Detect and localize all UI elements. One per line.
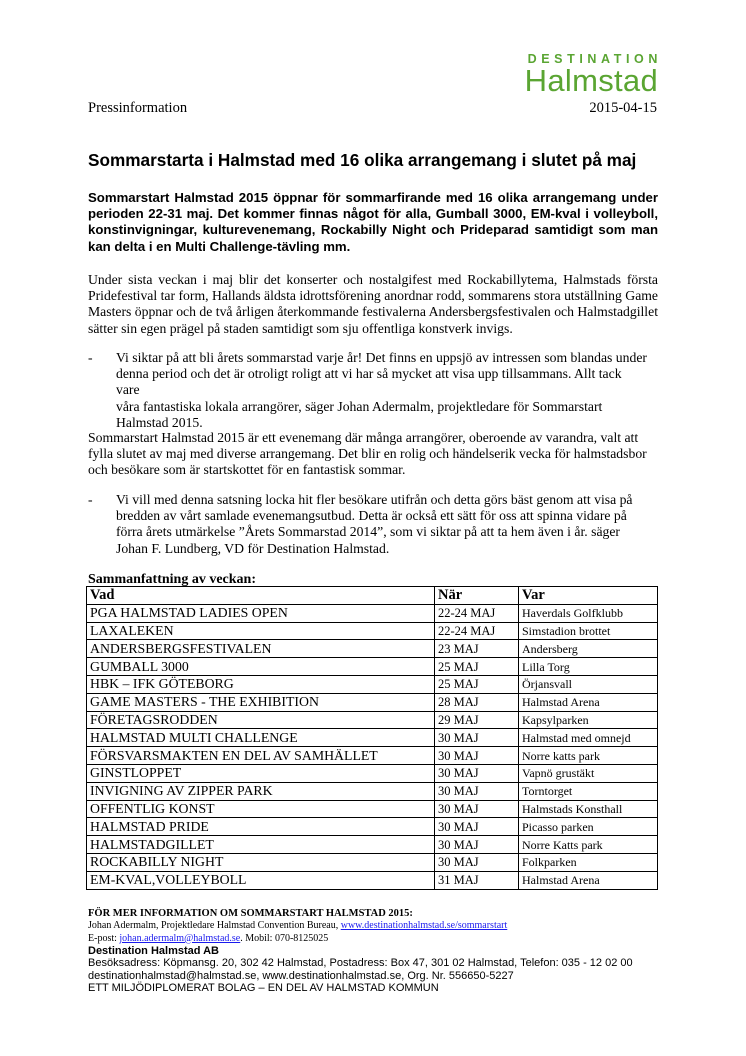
paragraph-line: Sommarstart Halmstad 2015 är ett evenemang där många arrangörer, oberoende av varandra, valt att	[88, 430, 639, 445]
event-name-cell: ROCKABILLY NIGHT	[87, 853, 435, 871]
event-name-cell: INVIGNING AV ZIPPER PARK	[87, 782, 435, 800]
table-row	[87, 853, 658, 871]
quote-line: våra fantastiska lokala arrangörer, säger Johan Adermalm, projektledare för Sommarstart	[116, 398, 603, 414]
event-name-cell: HALMSTAD PRIDE	[87, 818, 435, 836]
footer-company: Destination Halmstad AB	[88, 944, 220, 957]
summary-title: Sammanfattning av veckan:	[88, 572, 257, 587]
event-date-cell: 30 MAJ	[435, 747, 519, 765]
event-venue-cell: Vapnö grustäkt	[519, 764, 658, 782]
event-name-cell: GINSTLOPPET	[87, 764, 435, 782]
event-venue-cell: Örjansvall	[519, 675, 658, 693]
event-name-cell: FÖRSVARSMAKTEN EN DEL AV SAMHÄLLET	[87, 747, 435, 765]
event-date-cell: 22-24 MAJ	[435, 622, 519, 640]
event-date-cell: 30 MAJ	[435, 764, 519, 782]
event-date-cell: 29 MAJ	[435, 711, 519, 729]
header-var: Var	[519, 587, 658, 605]
event-name-cell: HALMSTAD MULTI CHALLENGE	[87, 729, 435, 747]
events-table-body	[87, 604, 658, 889]
event-venue-cell: Folkparken	[519, 853, 658, 871]
event-venue-cell: Norre Katts park	[519, 836, 658, 854]
mobile-text: . Mobil: 070-8125025	[240, 932, 329, 944]
email-link[interactable]: johan.adermalm@halmstad.se	[119, 932, 241, 944]
event-date-cell: 25 MAJ	[435, 675, 519, 693]
event-name-cell: LAXALEKEN	[87, 622, 435, 640]
event-name-cell: HALMSTADGILLET	[87, 836, 435, 854]
event-name-cell: HBK – IFK GÖTEBORG	[87, 675, 435, 693]
event-name-cell: FÖRETAGSRODDEN	[87, 711, 435, 729]
event-name-cell: GAME MASTERS - THE EXHIBITION	[87, 693, 435, 711]
event-venue-cell: Picasso parken	[519, 818, 658, 836]
table-row	[87, 871, 658, 889]
event-venue-cell: Lilla Torg	[519, 658, 658, 676]
events-table	[86, 586, 658, 890]
paragraph-line: fylla slutet av maj med diverse arrangemang. Det blir en rolig och händelserik vecka för halmstadsbor	[88, 446, 647, 462]
quote-bullet-1	[88, 350, 648, 431]
paragraph-line: och besökare som är startskottet för en fantastisk sommar.	[88, 462, 406, 478]
event-date-cell: 30 MAJ	[435, 853, 519, 871]
destination-halmstad-logo	[524, 52, 662, 98]
press-date: 2015-04-15	[589, 100, 657, 116]
header-nar: När	[435, 587, 519, 605]
footer-heading: FÖR MER INFORMATION OM SOMMARSTART HALMSTAD 2015:	[88, 908, 413, 919]
table-row	[87, 747, 658, 765]
table-header-row	[87, 587, 658, 605]
event-venue-cell: Halmstad Arena	[519, 871, 658, 889]
table-row	[87, 729, 658, 747]
event-date-cell: 30 MAJ	[435, 800, 519, 818]
quote-line: Vi siktar på att bli årets sommarstad varje år! Det finns en uppsjö av intressen som blandas under	[116, 350, 647, 365]
bullet-dash: -	[88, 350, 93, 365]
event-name-cell: GUMBALL 3000	[87, 658, 435, 676]
quote-text	[116, 492, 648, 557]
event-date-cell: 30 MAJ	[435, 836, 519, 854]
page-title: Sommarstarta i Halmstad med 16 olika arrangemang i slutet på maj	[88, 150, 637, 170]
body-paragraph-2	[88, 430, 658, 479]
lead-paragraph: Sommarstart Halmstad 2015 öppnar för sommarfirande med 16 olika arrangemang under perioden 22-31 maj. Det kommer finnas något för alla, Gumball 3000, EM-kval i volleyboll, konstinvigningar, kulturevenemang, Rockabilly Night och Prideparad samtidigt som man kan delta i en Multi Challenge-tävling mm.	[88, 190, 658, 254]
email-label: E-post:	[88, 932, 120, 944]
event-date-cell: 25 MAJ	[435, 658, 519, 676]
event-venue-cell: Halmstad Arena	[519, 693, 658, 711]
bullet-dash: -	[88, 492, 93, 507]
logo-main-text: Halmstad	[524, 63, 658, 98]
contact-link[interactable]: www.destinationhalmstad.se/sommarstart	[340, 920, 508, 932]
logo-top-text: DESTINATION	[527, 52, 662, 66]
event-venue-cell: Norre katts park	[519, 747, 658, 765]
table-row	[87, 658, 658, 676]
table-row	[87, 622, 658, 640]
event-venue-cell: Kapsylparken	[519, 711, 658, 729]
footer-web: destinationhalmstad@halmstad.se, www.destinationhalmstad.se, Org. Nr. 556650-5227	[88, 969, 514, 982]
header-vad: Vad	[87, 587, 435, 605]
event-date-cell: 31 MAJ	[435, 871, 519, 889]
footer	[88, 908, 633, 995]
footer-contact	[88, 920, 633, 932]
event-name-cell: PGA HALMSTAD LADIES OPEN	[87, 604, 435, 622]
event-venue-cell: Halmstad med omnejd	[519, 729, 658, 747]
event-name-cell: OFFENTLIG KONST	[87, 800, 435, 818]
press-label: Pressinformation	[88, 100, 188, 116]
table-row	[87, 818, 658, 836]
quote-bullet-2	[88, 492, 648, 557]
quote-line: förra årets utmärkelse ”Årets Sommarstad 2014”, som vi siktar på att ta hem även i år. säger	[116, 524, 620, 540]
quote-line: denna period och det är otroligt roligt att vi har så mycket att visa upp tillsammans. Allt tack vare	[116, 366, 622, 398]
event-date-cell: 30 MAJ	[435, 782, 519, 800]
contact-text: Johan Adermalm, Projektledare Halmstad Convention Bureau,	[88, 920, 341, 932]
event-date-cell: 28 MAJ	[435, 693, 519, 711]
event-venue-cell: Simstadion brottet	[519, 622, 658, 640]
table-row	[87, 711, 658, 729]
table-row	[87, 836, 658, 854]
event-name-cell: ANDERSBERGSFESTIVALEN	[87, 640, 435, 658]
table-row	[87, 640, 658, 658]
table-row	[87, 800, 658, 818]
event-name-cell: EM-KVAL,VOLLEYBOLL	[87, 871, 435, 889]
event-date-cell: 30 MAJ	[435, 818, 519, 836]
table-row	[87, 764, 658, 782]
event-venue-cell: Haverdals Golfklubb	[519, 604, 658, 622]
event-venue-cell: Torntorget	[519, 782, 658, 800]
quote-line: Halmstad 2015.	[116, 414, 203, 430]
event-date-cell: 23 MAJ	[435, 640, 519, 658]
quote-text	[116, 350, 648, 431]
table-row	[87, 675, 658, 693]
quote-line: Vi vill med denna satsning locka hit fler besökare utifrån och detta görs bäst genom att visa på	[116, 492, 633, 507]
body-paragraph-1: Under sista veckan i maj blir det konserter och nostalgifest med Rockabillytema, Halmstads första Pridefestival tar form, Hallands äldsta idrottsförening anordnar rodd, sommarens stora utställning Game Masters öppnar och de två årligen återkommande festivalerna Andersbergsfestivalen och Halmstadgillet sätter sin egen prägel på staden samtidigt som sju offentliga konstverk invigs.	[88, 272, 658, 336]
event-date-cell: 22-24 MAJ	[435, 604, 519, 622]
quote-line: Johan F. Lundberg, VD för Destination Halmstad.	[116, 540, 390, 556]
event-venue-cell: Andersberg	[519, 640, 658, 658]
footer-tagline: ETT MILJÖDIPLOMERAT BOLAG – EN DEL AV HALMSTAD KOMMUN	[88, 982, 439, 995]
footer-address: Besöksadress: Köpmansg. 20, 302 42 Halmstad, Postadress: Box 47, 301 02 Halmstad, Telefon: 035 - 12 02 00	[88, 957, 633, 970]
table-row	[87, 693, 658, 711]
event-venue-cell: Halmstads Konsthall	[519, 800, 658, 818]
event-date-cell: 30 MAJ	[435, 729, 519, 747]
quote-line: bredden av vårt samlade evenemangsutbud. Detta är också ett sätt för oss att spinna vidare på	[116, 508, 627, 524]
table-row	[87, 604, 658, 622]
footer-email	[88, 933, 633, 945]
table-row	[87, 782, 658, 800]
